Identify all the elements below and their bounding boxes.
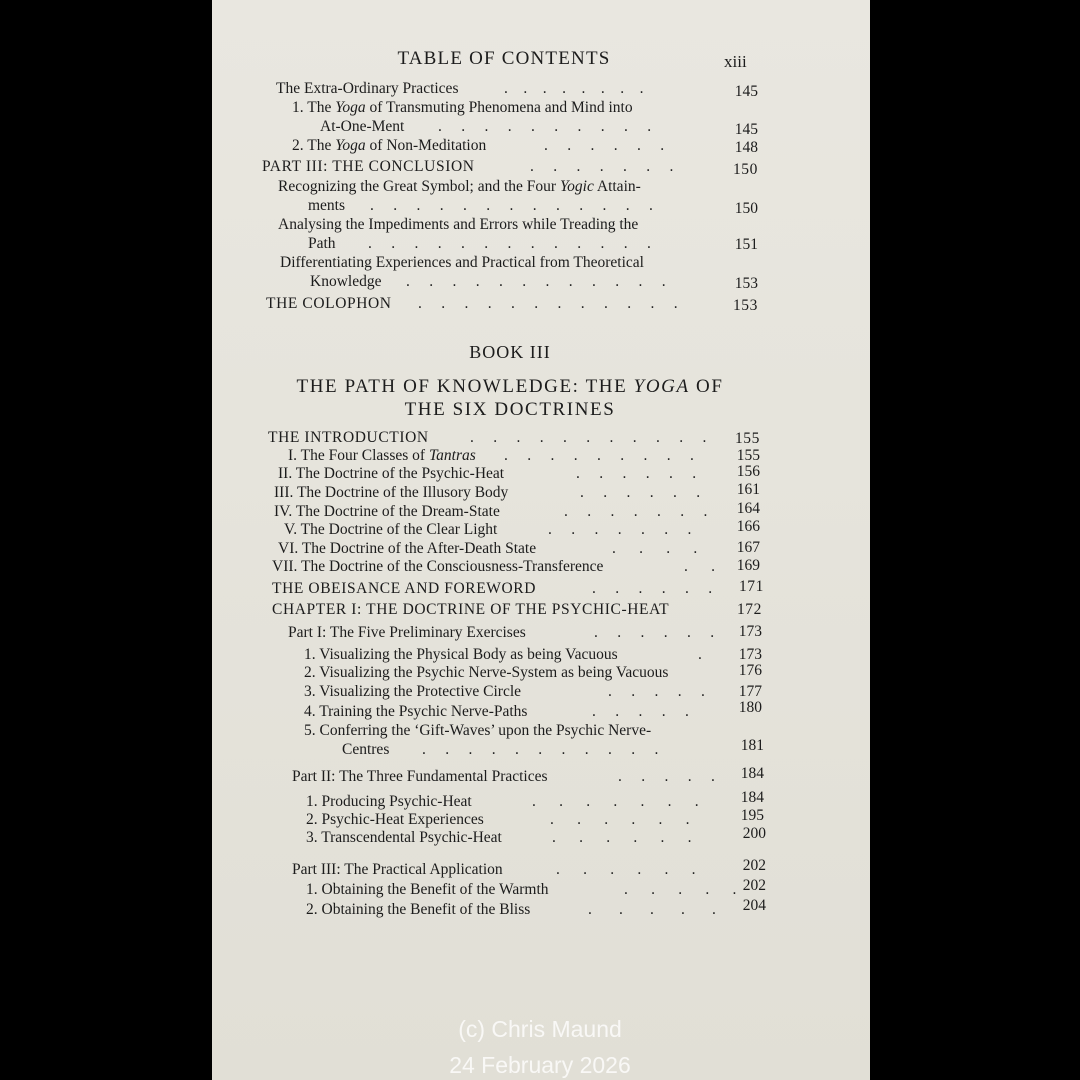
toc-page: 161 (736, 481, 760, 498)
toc-page: 173 (738, 623, 762, 640)
toc-page: 184 (740, 765, 764, 782)
book-heading: BOOK III (469, 342, 551, 362)
toc-page: 155 (736, 447, 760, 464)
toc-page: 180 (738, 699, 762, 716)
watermark-line-1: (c) Chris Maund (458, 1016, 622, 1042)
toc-page: 148 (734, 139, 758, 156)
toc-page: 173 (738, 646, 762, 663)
book-page: TABLE OF CONTENTS xiii The Extra-Ordinary Practices . . . . . . . . 145 1. The Yoga of Transmuting Phenomena and Mind into At-One-Ment . . . . . . . . . . 145 2. The Yoga of Non-Meditation . . . . . . 148 PART III: THE CONCLUSION . . . . . . . 150 Recognizing the Great Symbol; and the Four Yogic Attain- ments . . . . . . . . . . . . . 150 Analysing the Impediments and Errors while Treading the Path . . . . . . . . . . . . . 151 Differentiating Experiences and Practical from Theoretical Knowledge . . . . . . . . . . . . 153 THE COLOPHON . . . . . . . . . . . . 153 BOOK III THE PATH OF KNOWLEDGE: THE YOGA OF THE SIX DOCTRINES THE INTRODUCTION . . . . . . . . . . . 155 I. The Four Classes of Tantras . . . . . . . . . 155 II. The Doctrine of the Psychic-Heat . . . . . . 156 III. The Doctrine of the Illusory Body . . . . . . 161 IV. The Doctrine of the Dream-State . . . . . . . 164 V. The Doctrine of the Clear Light . . . . . . . 166 VI. The Doctrine of the After-Death State . . . . 167 VII. The Doctrine of the Consciousness-Transference . . 169 THE OBEISANCE AND FOREWORD . . . . . . 171 CHAPTER I: THE DOCTRINE OF THE PSYCHIC-HEAT 172 Part I: The Five Preliminary Exercises . . . . . . 173 1. Visualizing the Physical Body as being Vacuous . 173 2. Visualizing the Psychic Nerve-System as being Vacuous 176 3. Visualizing the Protective Circle . . . . . 177 4. Training the Psychic Nerve-Paths . . . . . 180 5. Conferring the ‘Gift-Waves’ upon the Psychic Nerve- Centres . . . . . . . . . . . 181 Part II: The Three Fundamental Practices . . . . . 184 1. Producing Psychic-Heat . . . . . . . 184 2. Psychic-Heat Experiences . . . . . . 195 3. Transcendental Psychic-Heat . . . . . . 200 Part III: The Practical Application . . . . . . 202 1. Obtaining the Benefit of the Warmth . . . . . 202 2. Obtaining the Benefit of the Bliss . . . . . 204 (212, 0, 870, 1080)
toc-page: 150 (732, 161, 758, 178)
toc-page: 145 (734, 83, 758, 100)
toc-page: 153 (732, 297, 758, 314)
book-title-line-1: THE PATH OF KNOWLEDGE: THE YOGA OF (296, 376, 724, 397)
toc-page: 167 (736, 539, 760, 556)
toc-page: 202 (742, 857, 766, 874)
page-title: TABLE OF CONTENTS (397, 48, 611, 69)
toc-page: 166 (736, 518, 760, 535)
toc-page: 171 (738, 578, 764, 595)
toc-page: 145 (734, 121, 758, 138)
toc-page: 200 (742, 825, 766, 842)
toc-page: 172 (736, 601, 762, 618)
toc-page: 202 (742, 877, 766, 894)
toc-page: 155 (734, 430, 760, 447)
book-title-line-2: THE SIX DOCTRINES (404, 399, 616, 420)
toc-page: 164 (736, 500, 760, 517)
toc-page: 176 (738, 662, 762, 679)
toc-page: 153 (734, 275, 758, 292)
toc-page: 150 (734, 200, 758, 217)
toc-page: 177 (738, 683, 762, 700)
toc-page: 169 (736, 557, 760, 574)
toc-page: 181 (740, 737, 764, 754)
toc-page: 151 (734, 236, 758, 253)
toc-page: 204 (742, 897, 766, 914)
watermark-line-2: 24 February 2026 (449, 1052, 631, 1078)
page-number: xiii (724, 52, 747, 71)
toc-page: 195 (740, 807, 764, 824)
toc-page: 156 (736, 463, 760, 480)
toc-page: 184 (740, 789, 764, 806)
